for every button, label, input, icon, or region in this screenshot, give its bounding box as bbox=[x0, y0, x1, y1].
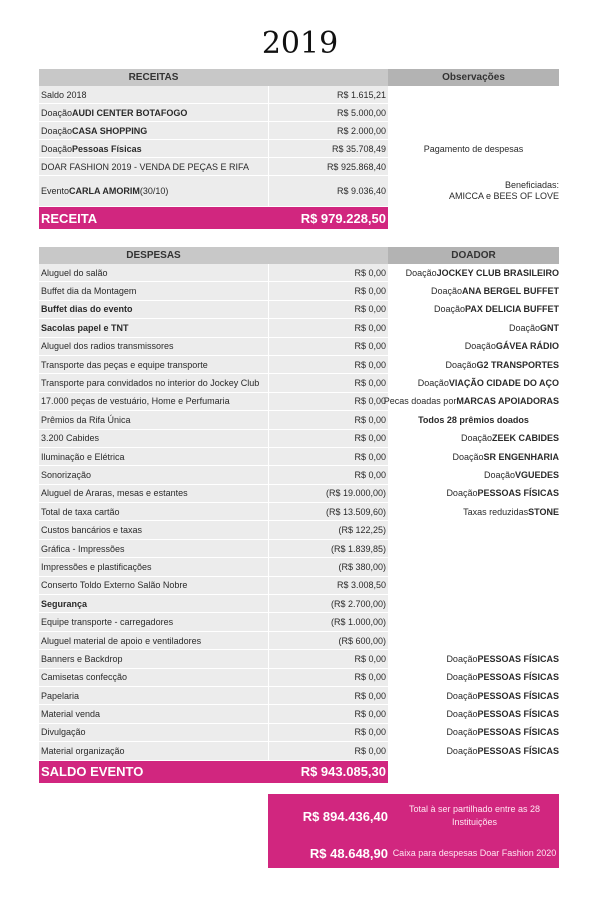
summary-box-partilha bbox=[268, 794, 559, 838]
doador-prefix: Doação bbox=[483, 469, 515, 480]
despesas-row bbox=[39, 558, 559, 576]
doador-prefix: Doação bbox=[446, 727, 478, 738]
despesas-header bbox=[39, 247, 559, 264]
despesa-label: Buffet dias do evento bbox=[39, 301, 268, 318]
receita-value: R$ 1.615,21 bbox=[268, 86, 388, 103]
receitas-row bbox=[39, 122, 559, 140]
summary-box-caixa bbox=[268, 838, 559, 868]
despesa-value: R$ 0,00 bbox=[268, 705, 388, 722]
receita-observacao-line2: AMICCA e BEES OF LOVE bbox=[448, 191, 559, 201]
despesa-label: 3.200 Cabides bbox=[39, 430, 268, 447]
despesa-label: Aluguel do salão bbox=[39, 264, 268, 281]
despesa-doador bbox=[388, 705, 559, 722]
doador-name: G2 TRANSPORTES bbox=[476, 359, 559, 370]
despesa-label: Aluguel dos radios transmissores bbox=[39, 338, 268, 355]
despesas-row bbox=[39, 466, 559, 484]
despesa-doador bbox=[388, 319, 559, 336]
doador-prefix: Doação bbox=[446, 690, 478, 701]
despesas-row bbox=[39, 374, 559, 392]
despesas-row bbox=[39, 301, 559, 319]
despesa-doador bbox=[388, 613, 559, 630]
doador-name: Todos 28 prêmios doados bbox=[418, 414, 529, 425]
despesa-label: Papelaria bbox=[39, 687, 268, 704]
despesa-doador bbox=[388, 724, 559, 741]
receita-observacao bbox=[388, 86, 559, 103]
despesas-row bbox=[39, 393, 559, 411]
doador-prefix: Doação bbox=[405, 267, 437, 278]
despesa-value: R$ 0,00 bbox=[268, 687, 388, 704]
despesa-label: Prêmios da Rifa Única bbox=[39, 411, 268, 428]
despesa-value: R$ 0,00 bbox=[268, 393, 388, 410]
despesas-row bbox=[39, 448, 559, 466]
despesa-doador bbox=[388, 742, 559, 759]
receita-value: R$ 5.000,00 bbox=[268, 104, 388, 121]
doador-name: PESSOAS FÍSICAS bbox=[477, 690, 559, 701]
despesa-value: R$ 0,00 bbox=[268, 374, 388, 391]
receitas-row bbox=[39, 158, 559, 176]
doador-name: PESSOAS FÍSICAS bbox=[477, 709, 559, 720]
despesa-doador bbox=[388, 577, 559, 594]
summary-partilha-value: R$ 894.436,40 bbox=[302, 808, 388, 824]
observacoes-header-label: Observações bbox=[388, 69, 559, 86]
despesa-value: R$ 0,00 bbox=[268, 466, 388, 483]
doador-prefix: Doação bbox=[446, 653, 478, 664]
despesa-label: Divulgação bbox=[39, 724, 268, 741]
despesa-label: Total de taxa cartão bbox=[39, 503, 268, 520]
receita-label-bold: Pessoas Físicas bbox=[72, 143, 142, 154]
doador-prefix: Doação bbox=[460, 433, 492, 444]
despesas-row bbox=[39, 264, 559, 282]
doador-prefix: Doação bbox=[430, 286, 462, 297]
despesa-label: Segurança bbox=[39, 595, 268, 612]
despesas-row bbox=[39, 595, 559, 613]
receita-total-row bbox=[39, 207, 559, 229]
despesas-row bbox=[39, 356, 559, 374]
doador-prefix: Doação bbox=[433, 304, 465, 315]
despesa-value: (R$ 122,25) bbox=[268, 521, 388, 538]
despesa-value: R$ 0,00 bbox=[268, 724, 388, 741]
receita-total-spacer bbox=[388, 207, 559, 229]
despesas-row bbox=[39, 613, 559, 631]
doador-name: MARCAS APOIADORAS bbox=[456, 396, 559, 407]
despesas-header-value bbox=[268, 247, 388, 264]
despesas-row bbox=[39, 503, 559, 521]
despesa-value: (R$ 13.509,60) bbox=[268, 503, 388, 520]
despesa-value: (R$ 19.000,00) bbox=[268, 485, 388, 502]
despesa-label: Conserto Toldo Externo Salão Nobre bbox=[39, 577, 268, 594]
receita-label bbox=[39, 140, 268, 157]
receita-value: R$ 925.868,40 bbox=[268, 158, 388, 175]
despesa-label: Transporte das peças e equipe transporte bbox=[39, 356, 268, 373]
despesa-value: R$ 0,00 bbox=[268, 356, 388, 373]
despesa-label: 17.000 peças de vestuário, Home e Perfumaria bbox=[39, 393, 268, 410]
despesa-value: R$ 0,00 bbox=[268, 742, 388, 759]
despesa-value: (R$ 1.000,00) bbox=[268, 613, 388, 630]
receitas-row bbox=[39, 140, 559, 158]
despesa-doador bbox=[388, 485, 559, 502]
despesa-value: R$ 0,00 bbox=[268, 448, 388, 465]
receita-label-suffix: (30/10) bbox=[139, 186, 169, 196]
doador-prefix: Doação bbox=[446, 488, 478, 499]
despesa-value: R$ 3.008,50 bbox=[268, 577, 388, 594]
receita-label bbox=[39, 176, 268, 206]
doador-name: PESSOAS FÍSICAS bbox=[477, 672, 559, 683]
receita-observacao bbox=[388, 104, 559, 121]
despesas-row bbox=[39, 485, 559, 503]
receita-label-prefix: Evento bbox=[41, 186, 70, 196]
despesa-doador bbox=[388, 430, 559, 447]
receita-label-prefix: Doação bbox=[41, 143, 73, 154]
despesa-value: R$ 0,00 bbox=[268, 264, 388, 281]
doador-name: GÁVEA RÁDIO bbox=[495, 341, 559, 352]
despesa-value: R$ 0,00 bbox=[268, 430, 388, 447]
despesa-label: Equipe transporte - carregadores bbox=[39, 613, 268, 630]
doador-name: PESSOAS FÍSICAS bbox=[477, 488, 559, 499]
despesa-doador bbox=[388, 282, 559, 299]
despesa-value: (R$ 600,00) bbox=[268, 632, 388, 649]
despesa-value: R$ 0,00 bbox=[268, 282, 388, 299]
receita-label bbox=[39, 104, 268, 121]
despesa-value: (R$ 2.700,00) bbox=[268, 595, 388, 612]
receita-observacao bbox=[388, 158, 559, 175]
receita-observacao-line1: Beneficiadas: bbox=[504, 180, 559, 190]
despesa-value: R$ 0,00 bbox=[268, 319, 388, 336]
despesa-doador bbox=[388, 448, 559, 465]
receita-label-bold: AUDI CENTER BOTAFOGO bbox=[72, 107, 188, 118]
summary-partilha-desc: Total à ser partilhado entre as 28 Instituições bbox=[408, 804, 541, 827]
receita-label bbox=[39, 86, 268, 103]
despesa-doador bbox=[388, 650, 559, 667]
despesa-value: R$ 0,00 bbox=[268, 669, 388, 686]
doador-header-label: DOADOR bbox=[388, 247, 559, 264]
despesas-row bbox=[39, 742, 559, 760]
despesa-label: Aluguel de Araras, mesas e estantes bbox=[39, 485, 268, 502]
despesa-doador bbox=[388, 669, 559, 686]
despesas-row bbox=[39, 669, 559, 687]
despesas-row bbox=[39, 577, 559, 595]
despesa-doador bbox=[388, 687, 559, 704]
despesas-row bbox=[39, 650, 559, 668]
receita-label bbox=[39, 158, 268, 175]
doador-name: PESSOAS FÍSICAS bbox=[477, 745, 559, 756]
despesas-row bbox=[39, 430, 559, 448]
receita-label-bold: CASA SHOPPING bbox=[72, 125, 148, 136]
despesa-label: Transporte para convidados no interior do Jockey Club bbox=[39, 374, 268, 391]
despesas-row bbox=[39, 632, 559, 650]
despesas-row bbox=[39, 540, 559, 558]
despesa-doador bbox=[388, 558, 559, 575]
despesa-label: Gráfica - Impressões bbox=[39, 540, 268, 557]
summary-caixa-value: R$ 48.648,90 bbox=[309, 845, 388, 861]
despesa-value: R$ 0,00 bbox=[268, 411, 388, 428]
despesa-doador bbox=[388, 632, 559, 649]
doador-name: GNT bbox=[540, 322, 559, 333]
receitas-header bbox=[39, 69, 559, 86]
despesas-row bbox=[39, 521, 559, 539]
despesa-value: R$ 0,00 bbox=[268, 650, 388, 667]
despesas-row bbox=[39, 338, 559, 356]
despesas-table bbox=[39, 247, 559, 783]
receita-value: R$ 9.036,40 bbox=[268, 176, 388, 206]
doador-prefix: Doação bbox=[508, 322, 540, 333]
saldo-evento-spacer bbox=[388, 761, 559, 783]
despesas-row bbox=[39, 705, 559, 723]
doador-prefix: Doação bbox=[446, 672, 478, 683]
doador-name: JOCKEY CLUB BRASILEIRO bbox=[436, 267, 559, 278]
receitas-row bbox=[39, 86, 559, 104]
receita-label-prefix: DOAR FASHION 2019 - VENDA DE PEÇAS E RIFA bbox=[41, 161, 250, 172]
receitas-row bbox=[39, 176, 559, 207]
receitas-header-label: RECEITAS bbox=[39, 69, 268, 86]
doador-prefix: Pecas doadas por bbox=[383, 396, 457, 407]
doador-prefix: Taxas reduzidas bbox=[463, 506, 529, 517]
despesa-label: Sonorização bbox=[39, 466, 268, 483]
doador-prefix: Doação bbox=[446, 709, 478, 720]
saldo-evento-label: SALDO EVENTO bbox=[39, 761, 268, 783]
summary-caixa-desc: Caixa para despesas Doar Fashion 2020 bbox=[392, 847, 557, 858]
receita-label bbox=[39, 122, 268, 139]
despesas-rows bbox=[39, 264, 559, 761]
doador-name: PAX DELICIA BUFFET bbox=[465, 304, 559, 315]
receitas-row bbox=[39, 104, 559, 122]
doador-name: STONE bbox=[528, 506, 559, 517]
despesa-label: Material organização bbox=[39, 742, 268, 759]
despesa-label: Banners e Backdrop bbox=[39, 650, 268, 667]
saldo-evento-row bbox=[39, 761, 559, 783]
receita-value: R$ 2.000,00 bbox=[268, 122, 388, 139]
despesa-doador bbox=[388, 301, 559, 318]
despesa-doador bbox=[388, 411, 559, 428]
despesa-doador bbox=[388, 338, 559, 355]
doador-name: PESSOAS FÍSICAS bbox=[477, 653, 559, 664]
despesas-row bbox=[39, 687, 559, 705]
despesa-doador bbox=[388, 595, 559, 612]
receita-label-prefix: Doação bbox=[41, 125, 73, 136]
despesa-label: Material venda bbox=[39, 705, 268, 722]
page-title: 2019 bbox=[261, 26, 339, 61]
despesa-doador bbox=[388, 503, 559, 520]
despesa-label: Impressões e plastificações bbox=[39, 558, 268, 575]
despesas-row bbox=[39, 724, 559, 742]
despesa-label: Aluguel material de apoio e ventiladores bbox=[39, 632, 268, 649]
despesa-doador bbox=[388, 356, 559, 373]
despesas-header-label: DESPESAS bbox=[39, 247, 268, 264]
receita-total-label: RECEITA bbox=[39, 207, 268, 229]
receita-label-prefix: Saldo 2018 bbox=[41, 89, 87, 100]
doador-prefix: Doação bbox=[464, 341, 496, 352]
receita-label-bold: CARLA AMORIM bbox=[69, 186, 140, 196]
despesa-label: Iluminação e Elétrica bbox=[39, 448, 268, 465]
doador-prefix: Doação bbox=[417, 378, 449, 389]
receita-value: R$ 35.708,49 bbox=[268, 140, 388, 157]
receita-label-prefix: Doação bbox=[41, 107, 73, 118]
saldo-evento-value: R$ 943.085,30 bbox=[268, 761, 388, 783]
despesa-label: Camisetas confecção bbox=[39, 669, 268, 686]
despesa-value: (R$ 380,00) bbox=[268, 558, 388, 575]
doador-name: ANA BERGEL BUFFET bbox=[461, 286, 559, 297]
despesas-row bbox=[39, 282, 559, 300]
receitas-header-value bbox=[268, 69, 388, 86]
receita-observacao bbox=[388, 176, 559, 206]
receitas-rows bbox=[39, 86, 559, 207]
doador-name: VIAÇÃO CIDADE DO AÇO bbox=[448, 378, 559, 389]
despesa-value: (R$ 1.839,85) bbox=[268, 540, 388, 557]
despesa-doador bbox=[383, 393, 559, 410]
despesa-label: Custos bancários e taxas bbox=[39, 521, 268, 538]
receita-observacao bbox=[388, 122, 559, 139]
despesa-value: R$ 0,00 bbox=[268, 301, 388, 318]
despesa-doador bbox=[388, 264, 559, 281]
doador-name: ZEEK CABIDES bbox=[491, 433, 559, 444]
despesas-row bbox=[39, 411, 559, 429]
receita-total-value: R$ 979.228,50 bbox=[268, 207, 388, 229]
doador-name: SR ENGENHARIA bbox=[483, 451, 559, 462]
despesa-value: R$ 0,00 bbox=[268, 338, 388, 355]
despesa-doador bbox=[388, 521, 559, 538]
despesa-label: Buffet dia da Montagem bbox=[39, 282, 268, 299]
doador-prefix: Doação bbox=[452, 451, 484, 462]
despesa-doador bbox=[388, 374, 559, 391]
despesa-doador bbox=[388, 466, 559, 483]
despesa-label: Sacolas papel e TNT bbox=[39, 319, 268, 336]
doador-prefix: Doação bbox=[446, 745, 478, 756]
receita-observacao: Pagamento de despesas bbox=[388, 140, 559, 157]
despesa-doador bbox=[388, 540, 559, 557]
doador-prefix: Doação bbox=[445, 359, 477, 370]
receitas-table bbox=[39, 69, 559, 229]
despesas-row bbox=[39, 319, 559, 337]
doador-name: PESSOAS FÍSICAS bbox=[477, 727, 559, 738]
doador-name: VGUEDES bbox=[514, 469, 559, 480]
